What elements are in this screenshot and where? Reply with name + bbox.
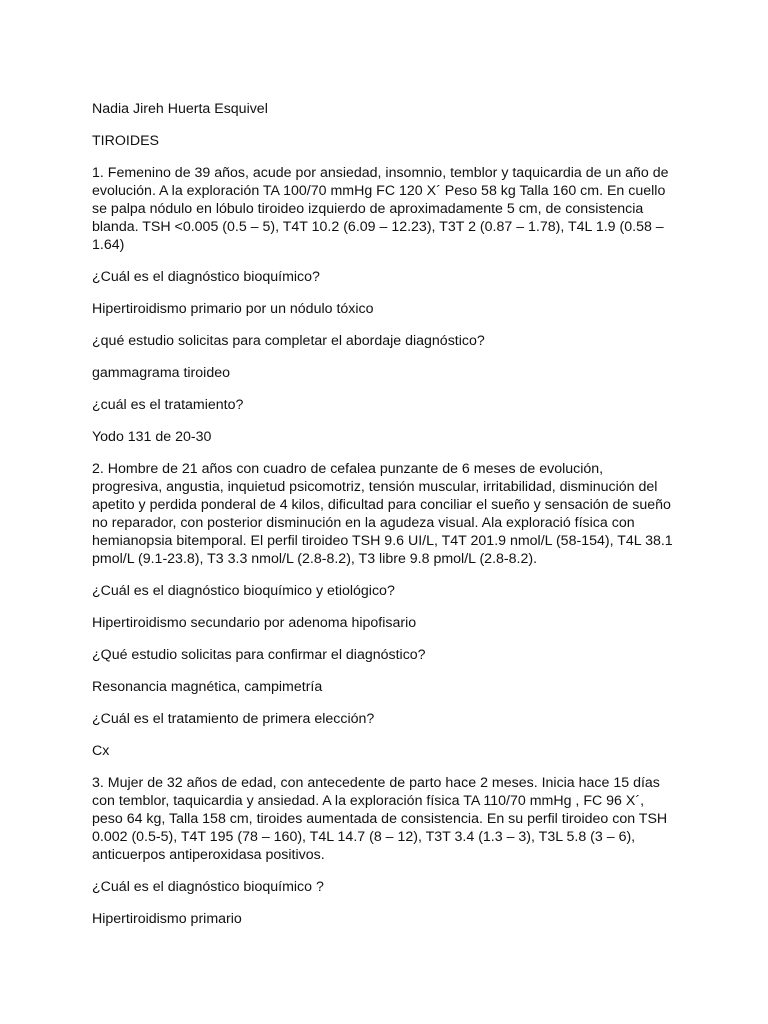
case-1-answer-3: Yodo 131 de 20-30: [92, 429, 212, 445]
case-1-question-2: ¿qué estudio solicitas para completar el abordaje diagnóstico?: [92, 333, 485, 349]
case-1-answer-1: Hipertiroidismo primario por un nódulo tóxico: [92, 301, 374, 317]
case-2-question-3: ¿Cuál es el tratamiento de primera elección?: [92, 711, 375, 727]
case-2-answer-1: Hipertiroidismo secundario por adenoma hipofisario: [92, 615, 417, 631]
author-name: Nadia Jireh Huerta Esquivel: [92, 101, 268, 117]
case-3-answer-1: Hipertiroidismo primario: [92, 911, 242, 927]
case-2-question-2: ¿Qué estudio solicitas para confirmar el diagnóstico?: [92, 647, 426, 663]
case-2-description: 2. Hombre de 21 años con cuadro de cefalea punzante de 6 meses de evolución, progresiva, angustia, inquietud psicomotriz, tensión muscular, irritabilidad, disminución del apetito y perdida ponderal de 4 kilos, dificultad para conciliar el sueño y sensación de sueño no reparador, con posterior disminución en la agudeza visual. Ala exploració física con hemianopsia bitemporal. El perfil tiroideo TSH 9.6 UI/L, T4T 201.9 nmol/L (58-154), T4L 38.1 pmol/L (9.1-23.8), T3 3.3 nmol/L (2.8-8.2), T3 libre 9.8 pmol/L (2.8-8.2).: [92, 461, 673, 567]
case-1-description: 1. Femenino de 39 años, acude por ansiedad, insomnio, temblor y taquicardia de un año de evolución. A la exploración TA 100/70 mmHg FC 120 X´ Peso 58 kg Talla 160 cm. En cuello se palpa nódulo en lóbulo tiroideo izquierdo de aproximadamente 5 cm, de consistencia blanda. TSH <0.005 (0.5 – 5), T4T 10.2 (6.09 – 12.23), T3T 2 (0.87 – 1.78), T4L 1.9 (0.58 – 1.64): [92, 165, 669, 253]
case-3-question-1: ¿Cuál es el diagnóstico bioquímico ?: [92, 879, 324, 895]
case-1-question-1: ¿Cuál es el diagnóstico bioquímico?: [92, 269, 320, 285]
case-3-description: 3. Mujer de 32 años de edad, con antecedente de parto hace 2 meses. Inicia hace 15 días con temblor, taquicardia y ansiedad. A la exploración física TA 110/70 mmHg , FC 96 X´, peso 64 kg, Talla 158 cm, tiroides aumentada de consistencia. En su perfil tiroideo con TSH 0.002 (0.5-5), T4T 195 (78 – 160), T4L 14.7 (8 – 12), T3T 3.4 (1.3 – 3), T3L 5.8 (3 – 6), anticuerpos antiperoxidasa positivos.: [92, 775, 668, 863]
case-2-question-1: ¿Cuál es el diagnóstico bioquímico y etiológico?: [92, 583, 395, 599]
case-1-question-3: ¿cuál es el tratamiento?: [92, 397, 244, 413]
document-body: [92, 100, 676, 942]
case-1-answer-2: gammagrama tiroideo: [92, 365, 230, 381]
case-2-answer-3: Cx: [92, 743, 110, 759]
case-2-answer-2: Resonancia magnética, campimetría: [92, 679, 323, 695]
section-heading: TIROIDES: [92, 133, 160, 149]
